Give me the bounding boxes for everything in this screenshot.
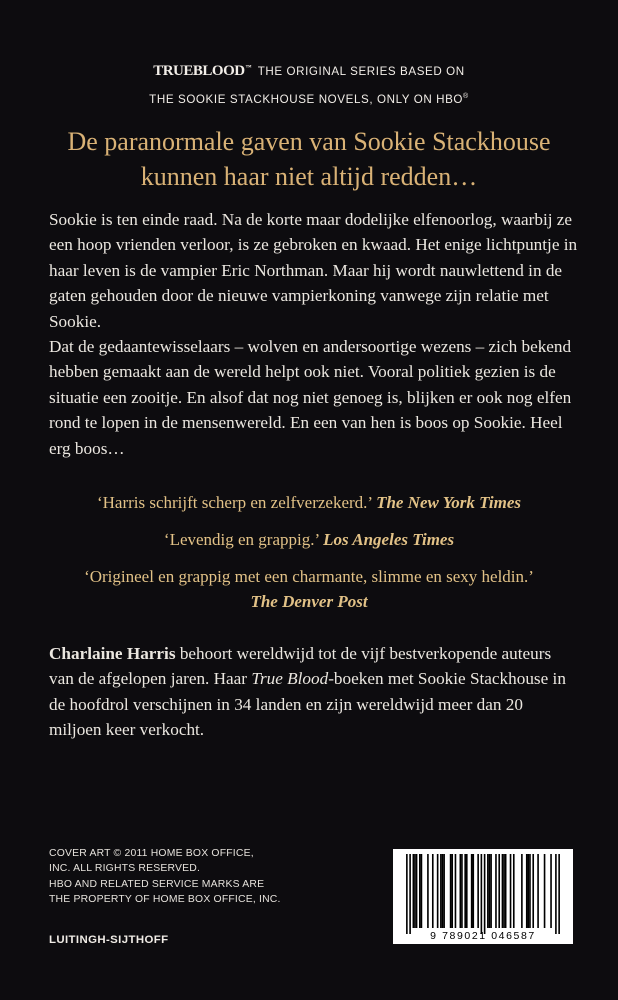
barcode-bar [481,854,483,934]
barcode-bar [528,854,530,928]
barcode-bar [513,854,515,928]
barcode-bar [472,854,474,928]
barcode-bar [442,854,444,928]
blurb-paragraph-1: Sookie is ten einde raad. Na de korte maar dodelijke elfenoorlog, waarbij ze een hoop vrienden verloor, is ze gebroken en kwaad. Het enige lichtpuntje in haar leven is de vampier Eric Northman. Maar hij wordt nauwlettend in de gaten gehouden door de nieuwe vampierkoning vanwege zijn relatie met Sookie. [49,210,578,331]
tagline-line-1: De paranormale gaven van Sookie Stackhouse [67,127,551,156]
barcode-bar [558,854,560,934]
blurb-paragraph-2: Dat de gedaantewisselaars – wolven en andersoortige wezens – zich bekend hebben gemaakt aan de wereld helpt ook niet. Vooral politiek gezien is de situatie een zooitje. En alsof dat nog niet genoeg is, blijken er ook nog elfen rond te lopen in de mensenwereld. En een van hen is boos op Sookie. Heel erg boos… [49,337,572,458]
author-bio [49,641,579,743]
copyright-line: INC. ALL RIGHTS RESERVED. [49,863,201,875]
barcode-bar [526,854,528,928]
author-bio-text-1: behoort wereldwijd tot de vijf bestverkopende auteurs van de afgelopen jaren. Haar [49,644,552,689]
author-bio-text-2: -boeken met Sookie Stackhouse in de hoofdrol verschijnen in 34 landen en zijn wereldwijd meer dan 20 miljoen keer verkocht. [49,669,566,740]
barcode-bar [550,854,552,928]
barcode-bar [461,854,463,928]
header-text-1: THE ORIGINAL SERIES BASED ON [257,65,465,78]
barcode-bar [555,854,557,934]
quote-source: Los Angeles Times [323,530,455,549]
barcode-bar [432,854,434,928]
author-name: Charlaine Harris [49,644,176,663]
isbn-barcode [393,849,573,944]
barcode-bar [521,854,523,928]
barcode-bar [498,854,500,928]
barcode-bar [532,854,534,928]
review-quote [0,527,618,552]
barcode-bar [544,854,546,928]
barcode-bar [409,854,411,934]
barcode-bar [413,854,415,928]
barcode-bar [487,854,489,928]
barcode-bar [471,854,473,928]
barcode-bar [490,854,492,928]
barcode-bar [416,854,418,928]
barcode-bar [440,854,442,928]
barcode-bar [537,854,539,928]
barcode-bar [503,854,505,928]
barcode-bar [495,854,497,928]
barcode-bar [464,854,466,928]
copyright-line: COVER ART © 2011 HOME BOX OFFICE, [49,848,254,859]
barcode-bar [406,854,408,934]
isbn-number: 9 789021 046587 [430,930,536,942]
quote-source: The New York Times [376,493,522,512]
header-text-2: THE SOOKIE STACKHOUSE NOVELS, ONLY ON HBO [149,92,464,106]
barcode-bar [502,854,504,928]
tagline-line-2: kunnen haar niet altijd redden… [140,162,478,191]
trueblood-logo: TRUEBLOOD™ [153,63,252,79]
quote-text: ‘Levendig en grappig.’ [163,530,319,549]
tagline [0,124,618,194]
barcode-bar [451,854,453,928]
quote-text: ‘Harris schrijft scherp en zelfverzekerd.’ [96,493,372,512]
barcode-bar [421,854,423,928]
barcode-bar [460,854,462,928]
review-quote [0,490,618,515]
barcode-bar [443,854,445,928]
barcode-bar [466,854,468,928]
blurb [49,207,579,461]
barcode-bar [419,854,421,928]
barcode-bar [450,854,452,928]
copyright-line: HBO AND RELATED SERVICE MARKS ARE [49,878,265,890]
review-quote [0,564,618,614]
barcode-bar [427,854,429,928]
review-quotes [0,490,618,626]
barcode-bar [505,854,507,928]
copyright-line: THE PROPERTY OF HOME BOX OFFICE, INC. [49,893,281,905]
series-title: True Blood [251,669,329,689]
series-header [0,56,618,112]
barcode-bar [414,854,416,928]
publisher-logo: LUITINGH-SIJTHOFF [49,934,169,946]
barcode-bar [455,854,457,928]
barcode-bar [529,854,531,928]
header-line-2 [0,84,618,112]
barcode-bar [437,854,439,928]
copyright-notice [49,846,329,907]
barcode-bar [510,854,512,928]
header-line-1 [0,56,618,84]
barcode-bar [489,854,491,928]
barcode-bar [477,854,479,928]
barcode-bar [484,854,486,934]
registered-mark: ® [463,93,469,100]
quote-source: The Denver Post [250,592,368,611]
quote-text: ‘Origineel en grappig met een charmante, slimme en sexy heldin.’ [84,567,534,586]
